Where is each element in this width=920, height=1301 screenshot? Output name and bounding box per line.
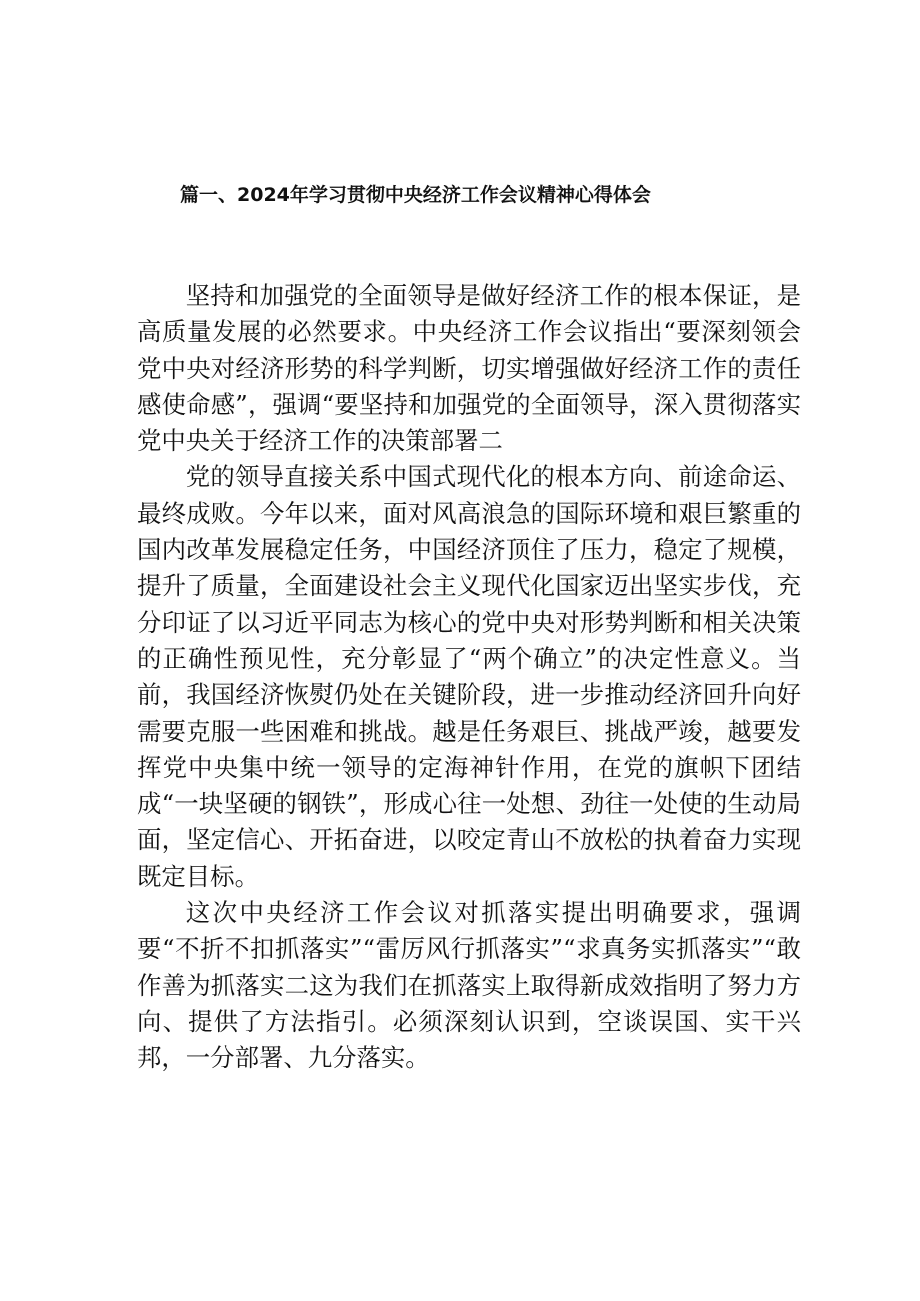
- paragraph-1: 坚持和加强党的全面领导是做好经济工作的根本保证，是高质量发展的必然要求。中央经济工作会议指出“要深刻领会党中央对经济形势的科学判断，切实增强做好经济工作的责任感使命感”，强调“要坚持和加强党的全面领导，深入贯彻落实党中央关于经济工作的决策部署二: [137, 281, 801, 456]
- paragraph-2: 党的领导直接关系中国式现代化的根本方向、前途命运、最终成败。今年以来，面对风高浪急的国际环境和艰巨繁重的国内改革发展稳定任务，中国经济顶住了压力，稳定了规模，提升了质量，全面建设社会主义现代化国家迈出坚实步伐，充分印证了以习近平同志为核心的党中央对形势判断和相关决策的正确性预见性，充分彰显了“两个确立”的决定性意义。当前，我国经济恢熨仍处在关键阶段，进一步推动经济回升向好需要克服一些困难和挑战。越是任务艰巨、挑战严竣，越要发挥党中央集中统一领导的定海神针作用，在党的旗帜下团结成“一块坚硬的钢铁”，形成心往一处想、劲往一处使的生动局面，坚定信心、开拓奋进，以咬定青山不放松的执着奋力实现既定目标。: [137, 462, 801, 891]
- document-title: 篇一、2024年学习贯彻中央经济工作会议精神心得体会: [180, 184, 651, 206]
- document-body: [137, 278, 801, 1077]
- paragraph-3: 这次中央经济工作会议对抓落实提出明确要求，强调要“不折不扣抓落实”“雷厉风行抓落实”“求真务实抓落实”“敢作善为抓落实二这为我们在抓落实上取得新成效指明了努力方向、提供了方法指引。必须深刻认识到，空谈误国、实干兴邦，一分部署、九分落实。: [137, 898, 801, 1073]
